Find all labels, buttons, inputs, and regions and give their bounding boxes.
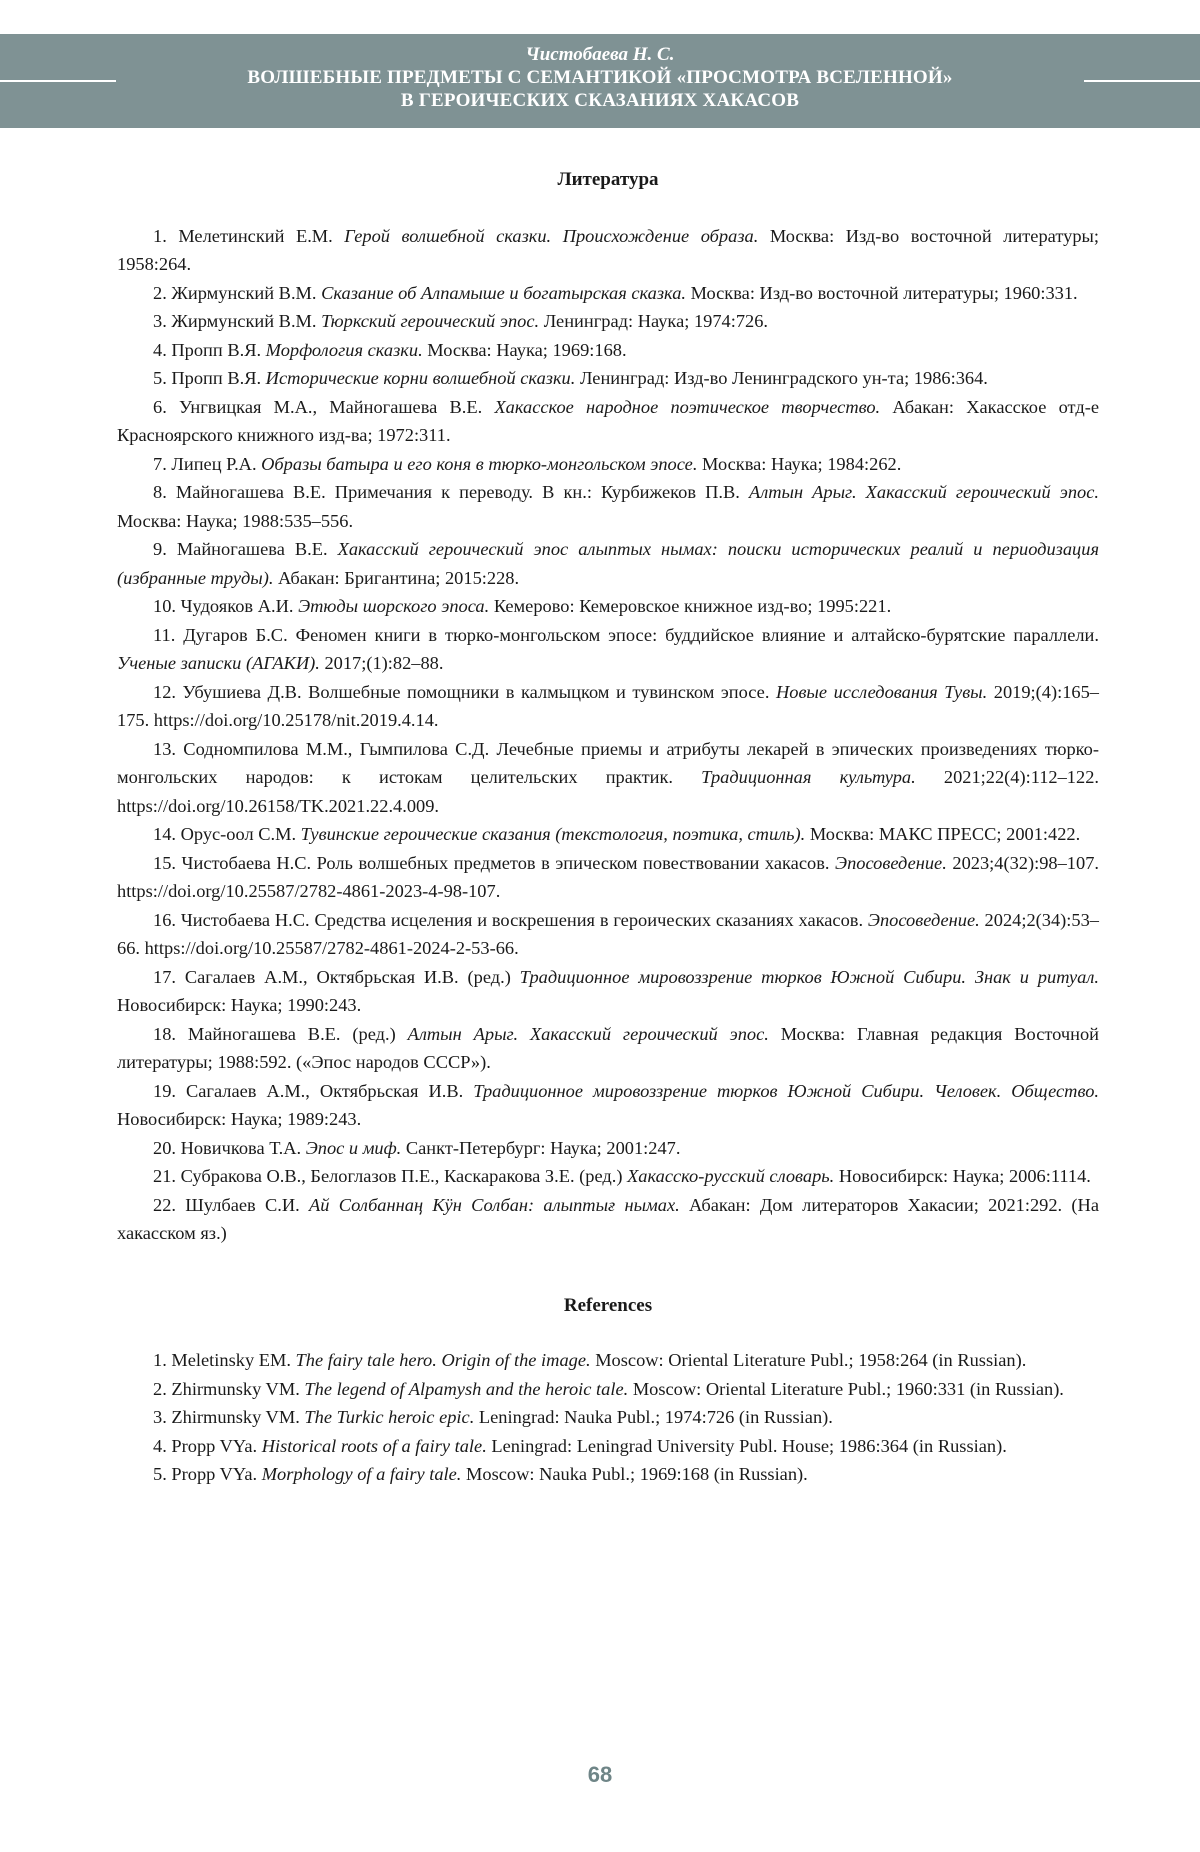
entry-publication: Moscow: Nauka Publ.; 1969:168 (in Russian). — [461, 1464, 808, 1484]
entry-title: Хакасский героический эпос алыптых нымах: поиски исторических реалий и периодизация (избранные труды). — [117, 539, 1099, 588]
entry-publication: Leningrad: Leningrad University Publ. House; 1986:364 (in Russian). — [486, 1435, 1007, 1456]
entry-publication: Москва: Наука; 1984:262. — [697, 453, 902, 474]
entry-title: Хакасское народное поэтическое творчество. — [494, 396, 881, 417]
literature-list — [117, 222, 1099, 1248]
literature-item-4 — [117, 336, 1099, 365]
header-rule-left — [0, 80, 116, 82]
entry-text: 22. Шулбаев С.И. — [153, 1194, 309, 1215]
literature-item-16 — [117, 906, 1099, 963]
reference-item-1 — [117, 1346, 1099, 1375]
entry-text: 10. Чудояков А.И. — [153, 596, 299, 616]
entry-title: Тюркский героический эпос. — [321, 311, 540, 331]
entry-text: 3. Жирмунский В.М. — [153, 311, 322, 331]
header-author: Чистобаева Н. С. — [525, 44, 675, 65]
entry-publication: Ленинград: Наука; 1974:726. — [539, 311, 769, 331]
entry-text: 4. Пропп В.Я. — [153, 339, 266, 360]
entry-text: 12. Убушиева Д.В. Волшебные помощники в калмыцком и тувинском эпосе. — [153, 681, 776, 702]
header-rule-right — [1084, 80, 1200, 82]
entry-text: 17. Сагалаев А.М., Октябрьская И.В. (ред.) — [153, 966, 520, 987]
literature-item-3 — [117, 307, 1099, 336]
entry-text: 13. Содномпилова М.М., Гымпилова С.Д. Лечебные приемы и атрибуты лекарей в эпических произведениях тюрко-монгольских народов: к истокам целительских практик. — [117, 738, 1099, 787]
literature-item-9 — [117, 535, 1099, 592]
entry-title: Традиционное мировоззрение тюрков Южной Сибири. Человек. Общество. — [473, 1080, 1099, 1101]
entry-publication: 2017;(1):82–88. — [319, 653, 444, 673]
entry-text: 11. Дугаров Б.С. Феномен книги в тюрко-монгольском эпосе: буддийское влияние и алтайско-бурятские параллели. — [153, 624, 1099, 645]
entry-title: The fairy tale hero. Origin of the image. — [295, 1350, 591, 1370]
entry-text: 2. Жирмунский В.М. — [153, 282, 322, 303]
entry-text: 18. Майногашева В.Е. (ред.) — [153, 1023, 408, 1044]
reference-item-2 — [117, 1375, 1099, 1404]
entry-text: 14. Орус-оол С.М. — [153, 824, 301, 844]
entry-publication: 2023;4(32):98–107. https://doi.org/10.25587/2782-4861-2023-4-98-107. — [117, 852, 1099, 901]
literature-item-10 — [117, 592, 1099, 621]
entry-publication: Абакан: Дом литераторов Хакасии; 2021:292. (На хакасском яз.) — [117, 1194, 1099, 1243]
entry-title: Ученые записки (АГАКИ). — [117, 653, 320, 673]
entry-text: 20. Новичкова Т.А. — [153, 1137, 306, 1158]
entry-publication: Москва: Наука; 1969:168. — [422, 339, 627, 360]
literature-item-20 — [117, 1134, 1099, 1163]
literature-item-15 — [117, 849, 1099, 906]
references-list — [117, 1346, 1099, 1489]
entry-publication: Новосибирск: Наука; 1990:243. — [117, 995, 362, 1015]
entry-text: 3. Zhirmunsky VM. — [153, 1407, 305, 1427]
entry-text: 5. Пропп В.Я. — [153, 368, 266, 388]
entry-title: Исторические корни волшебной сказки. — [265, 368, 576, 388]
entry-title: Historical roots of a fairy tale. — [261, 1435, 487, 1456]
literature-item-1 — [117, 222, 1099, 279]
entry-title: Хакасско-русский словарь. — [627, 1166, 835, 1186]
literature-item-22 — [117, 1191, 1099, 1248]
references-heading: References — [563, 1294, 653, 1316]
entry-publication: Москва: Наука; 1988:535–556. — [117, 510, 354, 531]
reference-item-4 — [117, 1432, 1099, 1461]
entry-publication: Moscow: Oriental Literature Publ.; 1958:264 (in Russian). — [590, 1350, 1027, 1370]
entry-text: 4. Propp VYa. — [153, 1435, 262, 1456]
entry-text: 1. Meletinsky EM. — [153, 1350, 296, 1370]
literature-item-14 — [117, 820, 1099, 849]
entry-text: 16. Чистобаева Н.С. Средства исцеления и воскрешения в героических сказаниях хакасов. — [153, 909, 868, 930]
entry-publication: Абакан: Хакасское отд-е Красноярского книжного изд-ва; 1972:311. — [117, 396, 1099, 445]
entry-title: Тувинские героические сказания (текстология, поэтика, стиль). — [300, 824, 806, 844]
literature-item-7 — [117, 450, 1099, 479]
entry-title: Морфология сказки. — [265, 339, 423, 360]
entry-title: Алтын Арыг. Хакасский героический эпос. — [407, 1023, 769, 1044]
reference-item-3 — [117, 1403, 1099, 1432]
entry-text: 9. Майногашева В.Е. — [153, 539, 338, 559]
entry-title: Образы батыра и его коня в тюрко-монгольском эпосе. — [261, 453, 698, 474]
header-title-line-1: ВОЛШЕБНЫЕ ПРЕДМЕТЫ С СЕМАНТИКОЙ «ПРОСМОТРА ВСЕЛЕННОЙ» — [247, 67, 953, 88]
page-number: 68 — [587, 1762, 613, 1787]
entry-text: 19. Сагалаев А.М., Октябрьская И.В. — [153, 1080, 474, 1101]
literature-item-12 — [117, 678, 1099, 735]
entry-publication: Москва: Изд-во восточной литературы; 1958:264. — [117, 225, 1099, 274]
literature-item-17 — [117, 963, 1099, 1020]
entry-publication: 2019;(4):165–175. https://doi.org/10.25178/nit.2019.4.14. — [117, 681, 1099, 730]
entry-text: 1. Мелетинский Е.М. — [153, 225, 345, 246]
entry-publication: 2024;2(34):53–66. https://doi.org/10.25587/2782-4861-2024-2-53-66. — [117, 909, 1099, 958]
running-header — [0, 34, 1200, 128]
entry-title: The Turkic heroic epic. — [304, 1407, 475, 1427]
entry-title: Morphology of a fairy tale. — [261, 1464, 462, 1484]
header-title-line-2: В ГЕРОИЧЕСКИХ СКАЗАНИЯХ ХАКАСОВ — [400, 90, 800, 111]
entry-text: 8. Майногашева В.Е. Примечания к переводу. В кн.: Курбижеков П.В. — [153, 482, 749, 502]
entry-title: Эпосоведение. — [867, 909, 980, 930]
entry-text: 7. Липец Р.А. — [153, 453, 262, 474]
literature-item-8 — [117, 478, 1099, 535]
literature-item-11 — [117, 621, 1099, 678]
literature-item-6 — [117, 393, 1099, 450]
entry-publication: 2021;22(4):112–122. https://doi.org/10.26158/TK.2021.22.4.009. — [117, 767, 1099, 816]
entry-title: Этюды шорского эпоса. — [298, 596, 490, 616]
entry-publication: Moscow: Oriental Literature Publ.; 1960:331 (in Russian). — [628, 1378, 1064, 1399]
entry-title: Сказание об Алпамыше и богатырская сказка. — [321, 282, 686, 303]
entry-text: 21. Субракова О.В., Белоглазов П.Е., Каскаракова З.Е. (ред.) — [153, 1166, 628, 1186]
literature-item-5 — [117, 364, 1099, 393]
entry-publication: Санкт-Петербург: Наука; 2001:247. — [401, 1137, 681, 1158]
entry-title: Традиционная культура. — [701, 767, 916, 787]
entry-publication: Кемерово: Кемеровское книжное изд-во; 1995:221. — [489, 596, 892, 616]
entry-text: 2. Zhirmunsky VM. — [153, 1378, 305, 1399]
entry-publication: Новосибирск: Наука; 1989:243. — [117, 1109, 362, 1129]
literature-item-21 — [117, 1162, 1099, 1191]
literature-item-18 — [117, 1020, 1099, 1077]
entry-publication: Ленинград: Изд-во Ленинградского ун-та; 1986:364. — [575, 368, 988, 388]
entry-publication: Новосибирск: Наука; 2006:1114. — [834, 1166, 1091, 1186]
entry-title: The legend of Alpamysh and the heroic tale. — [304, 1378, 629, 1399]
entry-publication: Leningrad: Nauka Publ.; 1974:726 (in Russian). — [474, 1407, 833, 1427]
entry-title: Новые исследования Тувы. — [775, 681, 988, 702]
entry-publication: Москва: Изд-во восточной литературы; 1960:331. — [686, 282, 1078, 303]
entry-text: 15. Чистобаева Н.С. Роль волшебных предметов в эпическом повествовании хакасов. — [153, 852, 836, 873]
literature-item-13 — [117, 735, 1099, 821]
main-content — [117, 156, 1099, 1489]
literature-heading: Литература — [557, 169, 659, 190]
reference-item-5 — [117, 1460, 1099, 1489]
entry-publication: Москва: МАКС ПРЕСС; 2001:422. — [805, 824, 1081, 844]
entry-title: Традиционное мировоззрение тюрков Южной Сибири. Знак и ритуал. — [519, 966, 1099, 987]
entry-title: Ай Солбаннаң Кӱн Солбан: алыптығ нымах. — [309, 1194, 680, 1215]
entry-text: 5. Propp VYa. — [153, 1464, 262, 1484]
entry-title: Герой волшебной сказки. Происхождение образа. — [344, 225, 759, 246]
entry-title: Эпос и миф. — [305, 1137, 402, 1158]
entry-publication: Москва: Главная редакция Восточной литературы; 1988:592. («Эпос народов СССР»). — [117, 1023, 1099, 1072]
literature-item-2 — [117, 279, 1099, 308]
entry-text: 6. Унгвицкая М.А., Майногашева В.Е. — [153, 396, 495, 417]
entry-title: Алтын Арыг. Хакасский героический эпос. — [748, 482, 1099, 502]
literature-item-19 — [117, 1077, 1099, 1134]
entry-publication: Абакан: Бригантина; 2015:228. — [273, 567, 520, 588]
entry-title: Эпосоведение. — [835, 852, 947, 873]
